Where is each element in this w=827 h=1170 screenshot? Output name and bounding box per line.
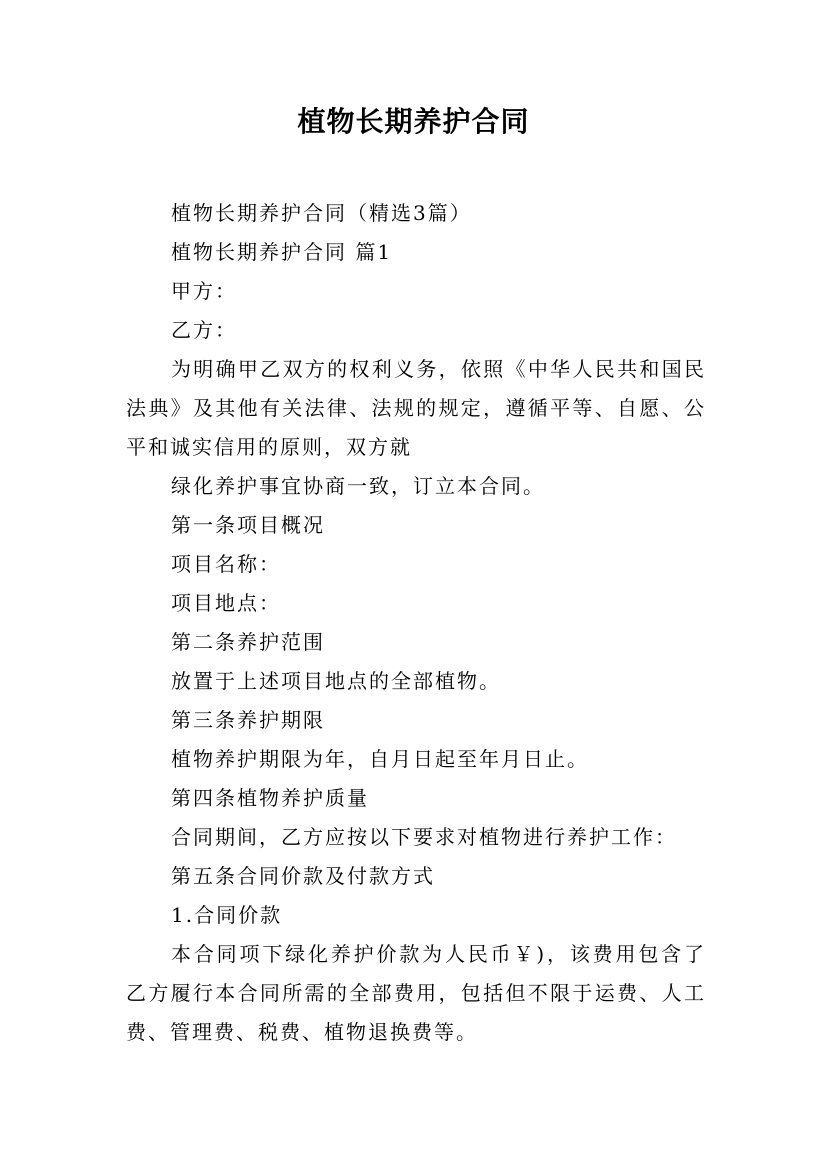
paragraph-project-name: 项目名称： bbox=[171, 552, 281, 576]
paragraph-party-b: 乙方： bbox=[171, 318, 237, 342]
paragraph-price-heading: 1.合同价款 bbox=[171, 903, 283, 927]
paragraph-project-location: 项目地点： bbox=[171, 591, 281, 615]
paragraph-article-5: 第五条合同价款及付款方式 bbox=[171, 864, 435, 888]
paragraph-price: 本合同项下绿化养护价款为人民币￥)，该费用包含了乙方履行本合同所需的全部费用，包括但不限于运费、人工费、管理费、税费、植物退换费等。 bbox=[126, 942, 706, 1044]
paragraph-section-heading: 植物长期养护合同 篇1 bbox=[171, 240, 393, 264]
document-body bbox=[126, 194, 706, 1052]
document-title: 植物长期养护合同 bbox=[297, 105, 530, 138]
paragraph-article-4: 第四条植物养护质量 bbox=[171, 786, 369, 810]
paragraph-article-3: 第三条养护期限 bbox=[171, 708, 325, 732]
paragraph-preamble-cont: 绿化养护事宜协商一致，订立本合同。 bbox=[171, 474, 545, 498]
paragraph-article-1: 第一条项目概况 bbox=[171, 513, 325, 537]
paragraph-term: 植物养护期限为年，自月日起至年月日止。 bbox=[171, 747, 589, 771]
paragraph-scope: 放置于上述项目地点的全部植物。 bbox=[171, 669, 501, 693]
paragraph-quality: 合同期间，乙方应按以下要求对植物进行养护工作： bbox=[171, 825, 677, 849]
paragraph-subtitle: 植物长期养护合同（精选3篇） bbox=[171, 201, 472, 225]
paragraph-party-a: 甲方： bbox=[171, 279, 237, 303]
paragraph-preamble: 为明确甲乙双方的权利义务，依照《中华人民共和国民法典》及其他有关法律、法规的规定，遵循平等、自愿、公平和诚实信用的原则，双方就 bbox=[126, 357, 706, 459]
paragraph-article-2: 第二条养护范围 bbox=[171, 630, 325, 654]
